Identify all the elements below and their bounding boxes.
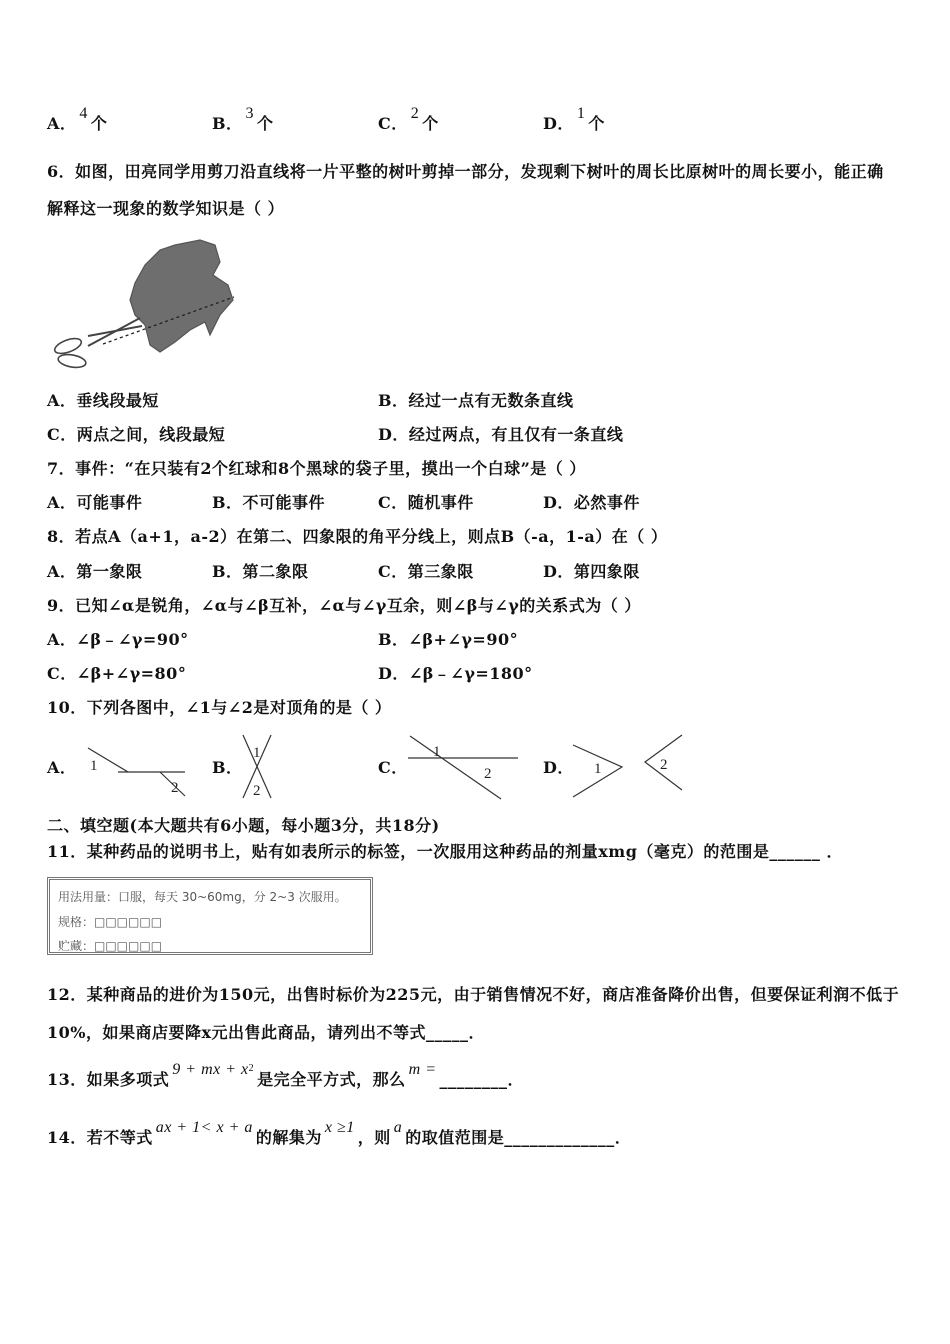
option-letter: C． bbox=[378, 114, 408, 133]
leaf-scissors-figure bbox=[48, 234, 238, 374]
q5-option-a bbox=[47, 105, 108, 135]
q14-answer-blank: 的取值范围是_____________． bbox=[405, 1128, 632, 1147]
scissors-icon bbox=[53, 318, 142, 369]
q10-option-c-letter: C． bbox=[378, 758, 408, 777]
label-storage: 贮藏：□□□□□□ bbox=[58, 939, 163, 953]
option-number: 1 bbox=[576, 105, 586, 122]
q10-option-a-letter: A． bbox=[47, 758, 77, 777]
q13-mid: 是完全平方式，那么 bbox=[257, 1070, 406, 1089]
q6-option-a: A．垂线段最短 bbox=[47, 391, 159, 410]
q5-option-d bbox=[543, 105, 605, 135]
q14-solution bbox=[325, 1119, 355, 1136]
q8-option-b: B．第二象限 bbox=[212, 562, 309, 581]
angle-label-2: 2 bbox=[171, 780, 179, 796]
option-unit: 个 bbox=[90, 114, 108, 133]
q7-stem: 7．事件：“在只装有2个红球和8个黑球的袋子里，摸出一个白球”是（ ） bbox=[47, 459, 586, 478]
leaf-shape bbox=[130, 240, 233, 352]
option-unit: 个 bbox=[588, 114, 605, 133]
angle-label-1: 1 bbox=[433, 744, 441, 760]
q9-option-d: D．∠β﹣∠γ=180° bbox=[378, 664, 533, 683]
q12-stem-line1: 12．某种商品的进价为150元，出售时标价为225元，由于销售情况不好，商店准备降价出售，但要保证利润不低于 bbox=[47, 985, 900, 1004]
q10-figure-a bbox=[85, 740, 190, 800]
q13-var bbox=[409, 1061, 437, 1078]
option-unit: 个 bbox=[257, 114, 274, 133]
q7-option-c: C．随机事件 bbox=[378, 493, 474, 512]
q9-option-c: C．∠β+∠γ=80° bbox=[47, 664, 187, 683]
q10-figure-d bbox=[570, 733, 685, 801]
q7-option-a: A．可能事件 bbox=[47, 493, 143, 512]
q6-option-d: D．经过两点，有且仅有一条直线 bbox=[378, 425, 624, 444]
q14-mid1: 的解集为 bbox=[255, 1128, 322, 1147]
q13-prefix: 13．如果多项式 bbox=[47, 1070, 170, 1089]
q13-answer-blank: ________． bbox=[439, 1070, 525, 1089]
q8-option-c: C．第三象限 bbox=[378, 562, 474, 581]
option-letter: A． bbox=[47, 114, 77, 133]
q14-var-text: a bbox=[393, 1119, 403, 1136]
option-number: 2 bbox=[410, 105, 420, 122]
angle-label-2: 2 bbox=[484, 766, 492, 782]
q9-option-a: A．∠β﹣∠γ=90° bbox=[47, 630, 189, 649]
q6-option-b: B．经过一点有无数条直线 bbox=[378, 391, 574, 410]
label-spec: 规格：□□□□□□ bbox=[58, 915, 163, 929]
q10-stem: 10．下列各图中，∠1与∠2是对顶角的是（ ） bbox=[47, 698, 392, 717]
option-unit: 个 bbox=[422, 114, 439, 133]
q12-stem-line2: 10%，如果商店要降x元出售此商品，请列出不等式_____． bbox=[47, 1023, 486, 1042]
q8-option-a: A．第一象限 bbox=[47, 562, 143, 581]
q8-option-d: D．第四象限 bbox=[543, 562, 640, 581]
q5-option-b bbox=[212, 105, 274, 135]
medicine-label-box bbox=[47, 877, 373, 955]
q6-stem-line1: 6．如图，田亮同学用剪刀沿直线将一片平整的树叶剪掉一部分，发现剩下树叶的周长比原树叶的周长要小，能正确 bbox=[47, 162, 884, 181]
q5-option-c bbox=[378, 105, 439, 135]
q10-option-b-letter: B． bbox=[212, 758, 243, 777]
q6-stem-line2: 解释这一现象的数学知识是（ ） bbox=[47, 199, 285, 218]
q14-stem bbox=[47, 1119, 632, 1149]
angle-label-2: 2 bbox=[660, 757, 668, 773]
q14-inequality bbox=[156, 1119, 253, 1136]
option-letter: D． bbox=[543, 114, 574, 133]
q13-expr-exponent: 2 bbox=[248, 1063, 255, 1074]
q11-stem: 11．某种药品的说明书上，贴有如表所示的标签，一次服用这种药品的剂量xmg（毫克）的范围是______ ． bbox=[47, 842, 843, 861]
q14-prefix: 14．若不等式 bbox=[47, 1128, 153, 1147]
q14-var bbox=[394, 1119, 403, 1136]
q10-figure-c bbox=[405, 733, 520, 801]
section-heading: 二、填空题(本大题共有6小题，每小题3分，共18分) bbox=[47, 816, 440, 835]
option-number: 4 bbox=[79, 105, 88, 122]
q10-option-d-letter: D． bbox=[543, 758, 574, 777]
q13-polynomial bbox=[172, 1061, 254, 1078]
angle-label-1: 1 bbox=[90, 758, 98, 774]
angle-label-1: 1 bbox=[253, 745, 261, 761]
q7-option-d: D．必然事件 bbox=[543, 493, 640, 512]
q14-expr: ax + 1< x + a bbox=[155, 1119, 253, 1136]
q7-option-b: B．不可能事件 bbox=[212, 493, 326, 512]
option-letter: B． bbox=[212, 114, 243, 133]
angle-label-2: 2 bbox=[253, 783, 261, 799]
angle-label-1: 1 bbox=[594, 761, 602, 777]
q13-var-text: m = bbox=[408, 1061, 437, 1078]
q14-sol: x ≥1 bbox=[324, 1119, 355, 1136]
q10-figure-b bbox=[238, 733, 278, 801]
q13-stem bbox=[47, 1061, 525, 1093]
q6-option-c: C．两点之间，线段最短 bbox=[47, 425, 226, 444]
q13-expr: 9 + mx + x bbox=[172, 1061, 249, 1078]
q9-stem: 9．已知∠α是锐角，∠α与∠β互补，∠α与∠γ互余，则∠β与∠γ的关系式为（ ） bbox=[47, 596, 641, 615]
q9-option-b: B．∠β+∠γ=90° bbox=[378, 630, 519, 649]
q8-stem: 8．若点A（a+1，a-2）在第二、四象限的角平分线上，则点B（-a，1-a）在（ ） bbox=[47, 527, 668, 546]
q14-mid2: ，则 bbox=[357, 1128, 391, 1147]
option-number: 3 bbox=[245, 105, 255, 122]
label-usage: 用法用量：口服，每天 30~60mg，分 2~3 次服用。 bbox=[58, 890, 347, 904]
